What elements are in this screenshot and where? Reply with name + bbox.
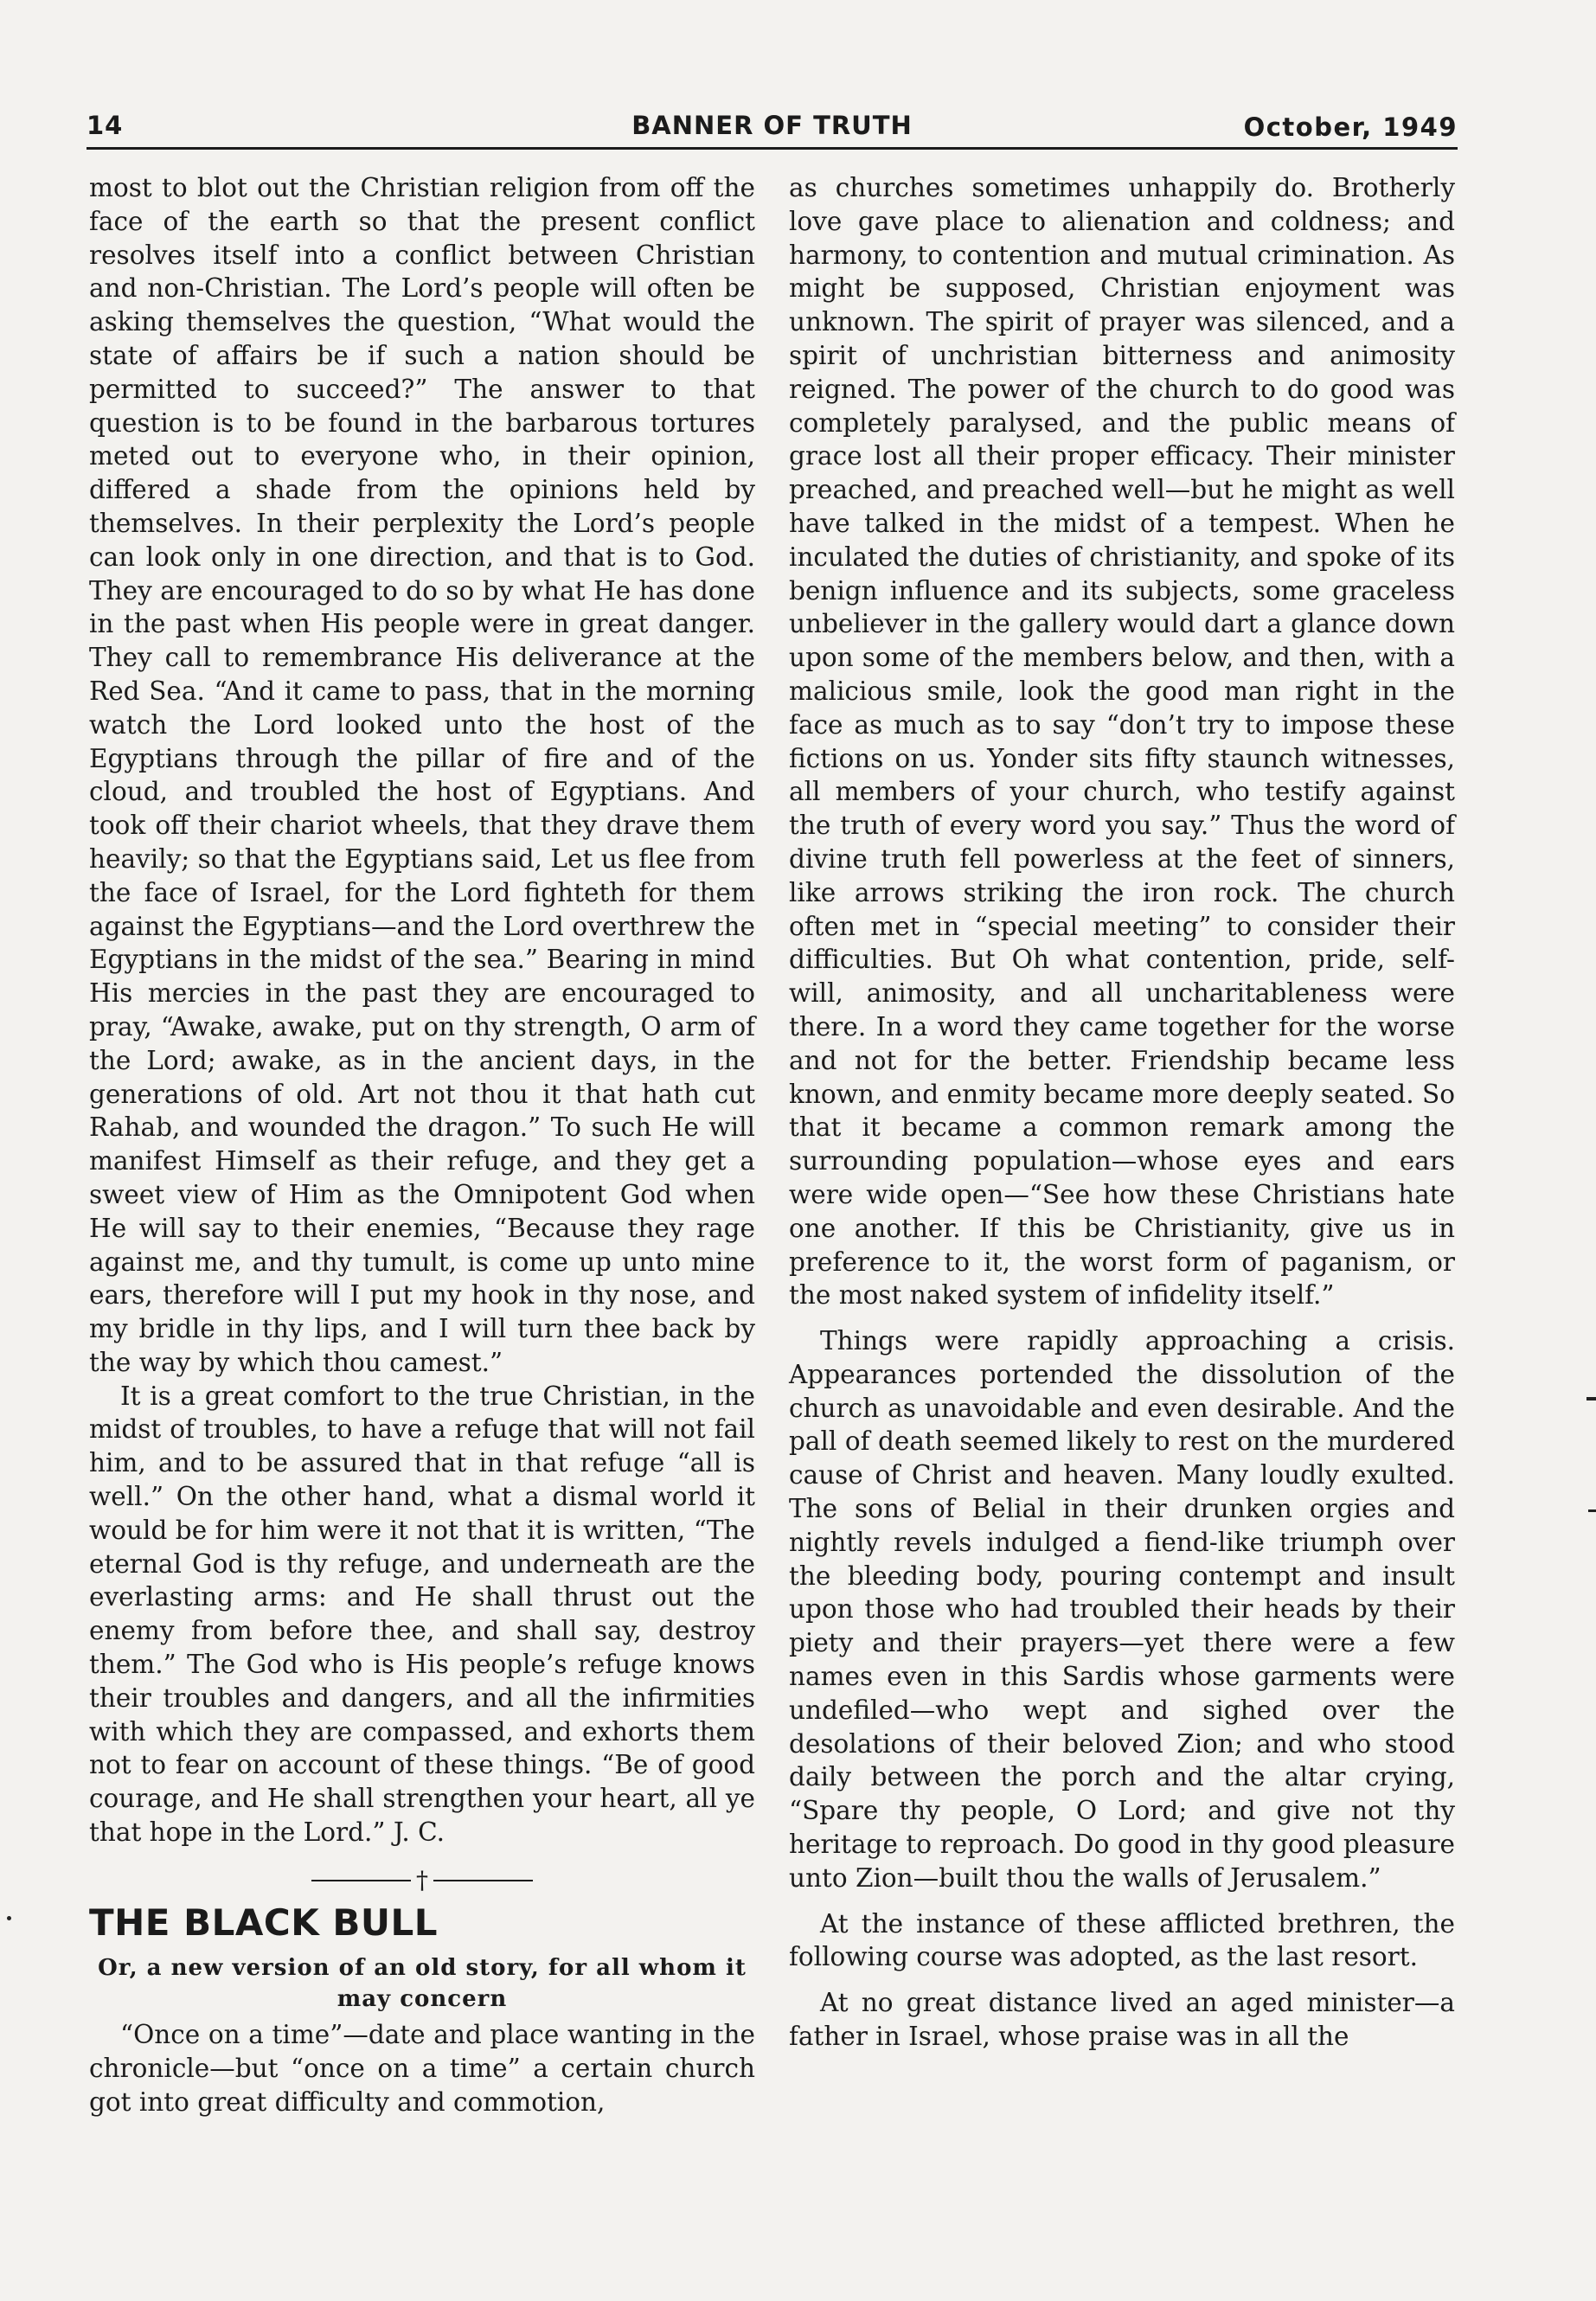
paragraph: most to blot out the Christian religion from off the face of the earth so that the present conflict resolves itself into a conflict between Christian and non-Christian. The Lord’s people will often be asking themselves the question, “What would the state of affairs be if such a nation should be permitted to succeed?” The answer to that question is to be found in the barbarous tortures meted out to everyone who, in their opinion, differed a shade from the opinions held by themselves. In their perplexity the Lord’s people can look only in one direction, and that is to God. They are encouraged to do so by what He has done in the past when His people were in great danger. They call to remembrance His deliverance at the Red Sea. “And it came to pass, that in the morning watch the Lord looked unto the host of the Egyptians through the pillar of fire and of the cloud, and troubled the host of Egyptians. And took off their chariot wheels, that they drave them heavily; so that the Egyptians said, Let us flee from the face of Israel, for the Lord fighteth for them against the Egyptians—and the Lord overthrew the Egyptians in the midst of the sea.” Bearing in mind His mercies in the past they are encouraged to pray, “Awake, awake, put on thy strength, O arm of the Lord; awake, as in the ancient days, in the generations of old. Art not thou it that hath cut Rahab, and wounded the dragon.” To such He will manifest Himself as their refuge, and they get a sweet view of Him as the Omnipotent God when He will say to their enemies, “Because they rage against me, and thy tumult, is come up unto mine ears, therefore will I put my hook in thy nose, and my bridle in thy lips, and I will turn thee back by the way by which thou camest.” xyxy=(89,173,755,1377)
scan-speck xyxy=(7,1916,11,1920)
left-column xyxy=(89,171,755,2119)
paragraph: At the instance of these afflicted brethren, the following course was adopted, as the last resort. xyxy=(789,1908,1455,1972)
scan-speck xyxy=(1586,1397,1596,1400)
page-number: 14 xyxy=(87,111,124,140)
section-divider xyxy=(89,1867,755,1894)
dagger-glyph: † xyxy=(416,1866,428,1895)
article-subtitle: Or, a new version of an old story, for all whom it may concern xyxy=(98,1955,747,2013)
paragraph: as churches sometimes unhappily do. Brotherly love gave place to alienation and coldness; and harmony, to contention and mutual crimination. As might be supposed, Christian enjoyment was unknown. The spirit of prayer was silenced, and a spirit of unchristian bitterness and animosity reigned. The power of the church to do good was completely paralysed, and the public means of grace lost all their proper efficacy. Their minister preached, and preached well—but he might as well have talked in the midst of a tempest. When he inculated the duties of christianity, and spoke of its benign influence and its subjects, some graceless unbeliever in the gallery would dart a glance down upon some of the members below, and then, with a malicious smile, look the good man right in the face as much as to say “don’t try to impose these fictions on us. Yonder sits fifty staunch witnesses, all members of your church, who testify against the truth of every word you say.” Thus the word of divine truth fell powerless at the feet of sinners, like arrows striking the iron rock. The church often met in “special meeting” to consider their difficulties. But Oh what contention, pride, self-will, animosity, and all uncharitableness were there. In a word they came together for the worse and not for the better. Friendship became less known, and enmity became more deeply seated. So that it became a common remark among the surrounding population—whose eyes and ears were wide open—“See how these Christians hate one another. If this be Christianity, give us in preference to it, the worst form of paganism, or the most naked system of infidelity itself.” xyxy=(789,173,1455,1311)
paragraph: “Once on a time”—date and place wanting in the chronicle—but “once on a time” a certain church got into great difficulty and commotion, xyxy=(89,2020,755,2117)
publication-title: BANNER OF TRUTH xyxy=(631,111,913,140)
header-rule xyxy=(87,147,1458,150)
paragraph: It is a great comfort to the true Christian, in the midst of troubles, to have a refuge that will not fail him, and to be assured that in that refuge “all is well.” On the other hand, what a dismal world it would be for him were it not that it is written, “The eternal God is thy refuge, and underneath are the everlasting arms: and He shall thrust out the enemy from before thee, and shall say, destroy them.” The God who is His people’s refuge knows their troubles and dangers, and all the infirmities with which they are compassed, and exhorts them not to fear on account of these things. “Be of good courage, and He shall strengthen your heart, all ye that hope in the Lord.” J. C. xyxy=(89,1381,755,1848)
paragraph: Things were rapidly approaching a crisis. Appearances portended the dissolution of the church as unavoidable and even desirable. And the pall of death seemed likely to rest on the murdered cause of Christ and heaven. Many loudly exulted. The sons of Belial in their drunken orgies and nightly revels indulged a fiend-like triumph over the bleeding body, pouring contempt and insult upon those who had troubled their heads by their piety and their prayers—yet there were a few names even in this Sardis whose garments were undefiled—who wept and sighed over the desolations of their beloved Zion; and who stood daily between the porch and the altar crying, “Spare thy people, O Lord; and give not thy heritage to reproach. Do good in thy good pleasure unto Zion—built thou the walls of Jerusalem.” xyxy=(789,1326,1455,1893)
article-title: THE BLACK BULL xyxy=(89,1901,439,1945)
scan-speck xyxy=(1588,1509,1596,1512)
page-header xyxy=(87,111,1458,149)
right-column xyxy=(789,171,1455,2054)
issue-date: October, 1949 xyxy=(1243,112,1458,142)
paragraph: At no great distance lived an aged minister—a father in Israel, whose praise was in all the xyxy=(789,1988,1455,2052)
